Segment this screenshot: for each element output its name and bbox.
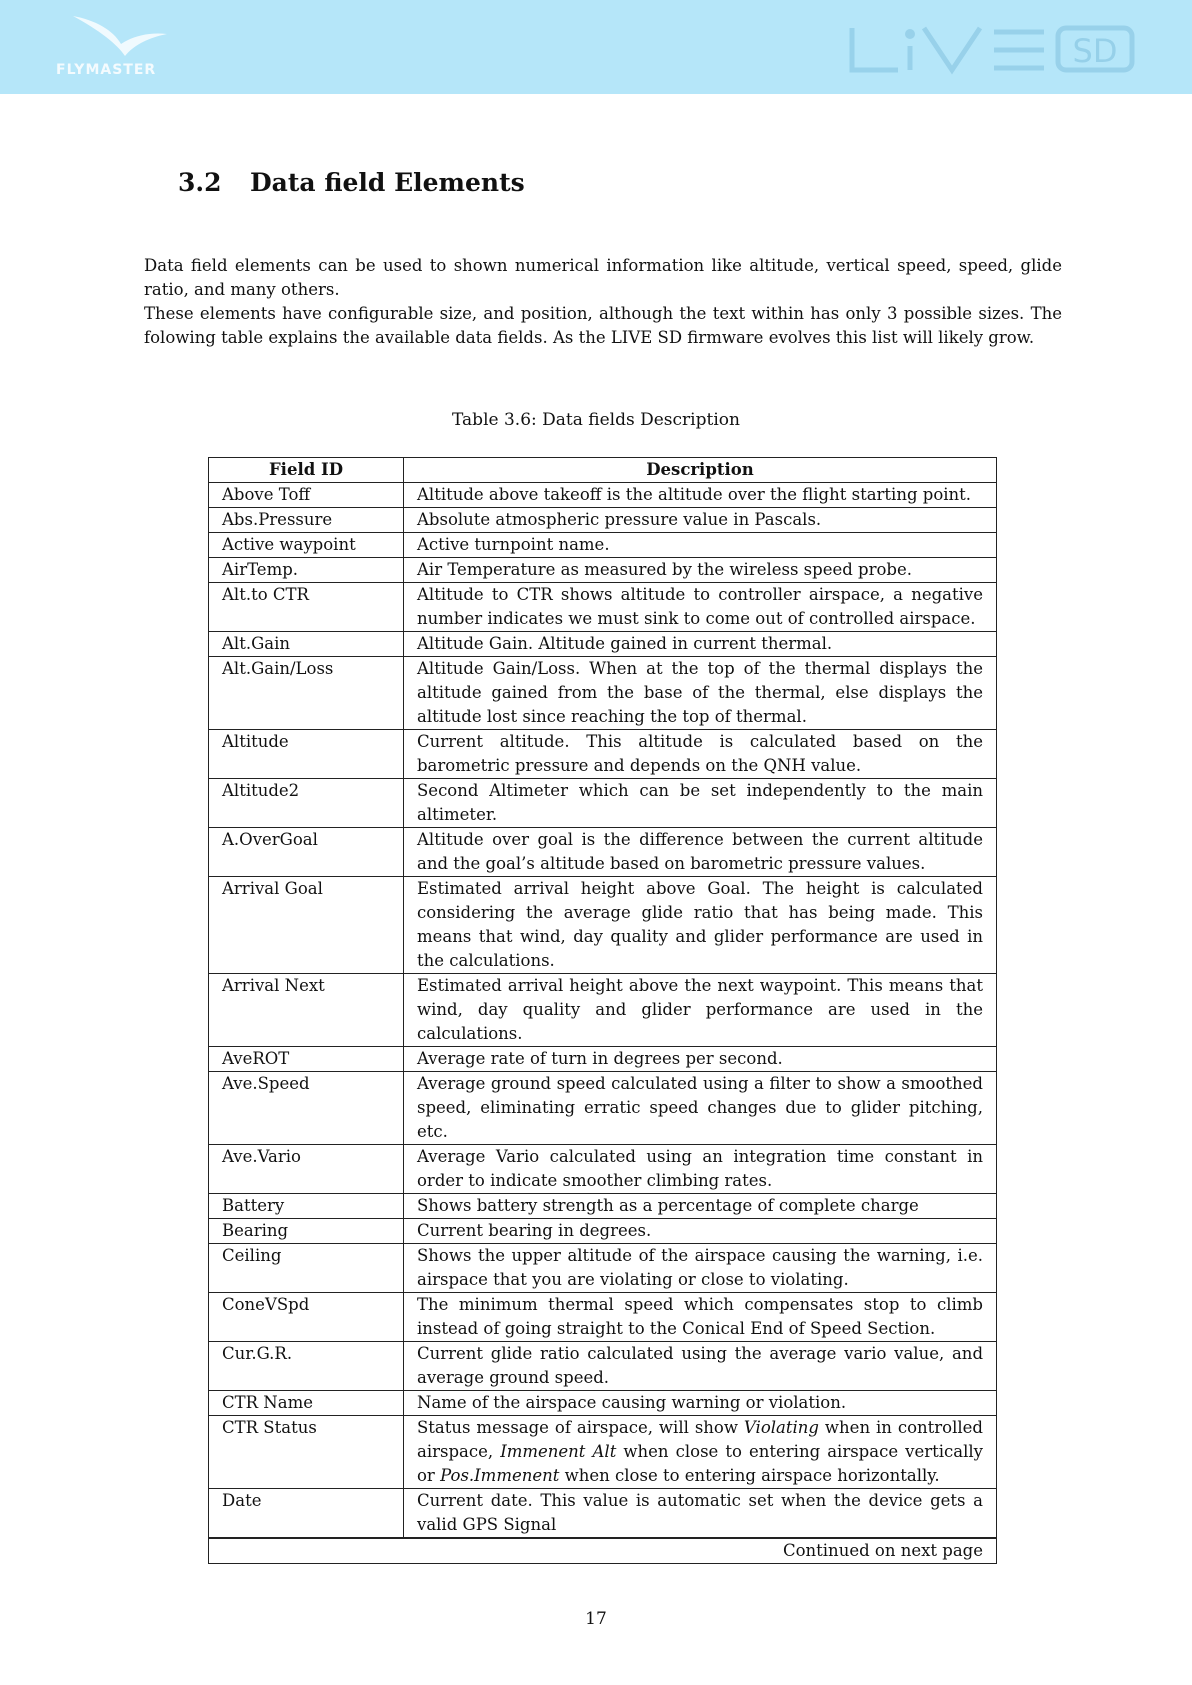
field-id: AirTemp. (209, 558, 404, 583)
field-id: CTR Status (209, 1416, 404, 1489)
table-row (209, 483, 997, 508)
field-description: Altitude to CTR shows altitude to controller airspace, a negative number indicates we must sink to come out of controlled airspace. (404, 583, 997, 632)
desc-text: when close to entering airspace vertically or (417, 1442, 983, 1485)
field-id: Altitude (209, 730, 404, 779)
field-id: Above Toff (209, 483, 404, 508)
table-row (209, 877, 997, 974)
table-row (209, 558, 997, 583)
desc-text: when in controlled airspace, (417, 1418, 983, 1461)
column-header-field-id: Field ID (209, 458, 404, 483)
table-row (209, 1391, 997, 1416)
field-description: Average rate of turn in degrees per second. (404, 1047, 997, 1072)
field-id: Ceiling (209, 1244, 404, 1293)
field-description: Estimated arrival height above the next waypoint. This means that wind, day quality and glider performance are used in the calculations. (404, 974, 997, 1047)
field-description: Name of the airspace causing warning or violation. (404, 1391, 997, 1416)
field-id: Battery (209, 1194, 404, 1219)
field-id: Alt.Gain/Loss (209, 657, 404, 730)
table-row (209, 1145, 997, 1194)
desc-emphasis: Immenent Alt (500, 1442, 617, 1461)
field-description (404, 1416, 997, 1489)
desc-text: when close to entering airspace horizontally. (559, 1466, 940, 1485)
field-id: Arrival Next (209, 974, 404, 1047)
intro-paragraph: Data field elements can be used to shown numerical information like altitude, vertical speed, speed, glide ratio, and many others. (144, 256, 1062, 299)
field-description: Average Vario calculated using an integration time constant in order to indicate smoother climbing rates. (404, 1145, 997, 1194)
field-description: Altitude Gain. Altitude gained in current thermal. (404, 632, 997, 657)
field-id: Cur.G.R. (209, 1342, 404, 1391)
table-continued-row (209, 1538, 997, 1564)
field-id: Active waypoint (209, 533, 404, 558)
table-row (209, 1244, 997, 1293)
table-row (209, 779, 997, 828)
intro-text (144, 254, 1062, 350)
table-row (209, 508, 997, 533)
table-row (209, 1072, 997, 1145)
table-row (209, 533, 997, 558)
brand-name: FLYMASTER (56, 62, 157, 78)
field-id: A.OverGoal (209, 828, 404, 877)
table-row (209, 583, 997, 632)
table-row (209, 730, 997, 779)
field-id: Alt.Gain (209, 632, 404, 657)
field-description: Altitude Gain/Loss. When at the top of the thermal displays the altitude gained from the base of the thermal, else displays the altitude lost since reaching the top of thermal. (404, 657, 997, 730)
field-id: Ave.Speed (209, 1072, 404, 1145)
live-sd-logo-icon (848, 24, 1136, 76)
field-description: Air Temperature as measured by the wireless speed probe. (404, 558, 997, 583)
table-row (209, 828, 997, 877)
intro-paragraph: These elements have configurable size, and position, although the text within has only 3 possible sizes. The folowing table explains the available data fields. As the LIVE SD firmware evolves this list will likely grow. (144, 304, 1062, 347)
table-row (209, 1047, 997, 1072)
field-id: Date (209, 1489, 404, 1539)
field-description: Current glide ratio calculated using the average vario value, and average ground speed. (404, 1342, 997, 1391)
desc-emphasis: Violating (743, 1418, 819, 1437)
field-description: Altitude above takeoff is the altitude over the flight starting point. (404, 483, 997, 508)
field-id: Altitude2 (209, 779, 404, 828)
field-description: Current date. This value is automatic set when the device gets a valid GPS Signal (404, 1489, 997, 1539)
field-description: Active turnpoint name. (404, 533, 997, 558)
table-row (209, 974, 997, 1047)
field-id: Ave.Vario (209, 1145, 404, 1194)
continued-note: Continued on next page (209, 1538, 997, 1564)
table-row (209, 1416, 997, 1489)
section-number: 3.2 (178, 168, 222, 197)
section-title: Data field Elements (250, 168, 525, 197)
page-number: 17 (585, 1609, 607, 1629)
table-row (209, 657, 997, 730)
column-header-description: Description (404, 458, 997, 483)
desc-text: Status message of airspace, will show (417, 1418, 744, 1437)
table-row (209, 1194, 997, 1219)
field-description: Altitude over goal is the difference between the current altitude and the goal’s altitude based on barometric pressure values. (404, 828, 997, 877)
field-id: Abs.Pressure (209, 508, 404, 533)
field-description: Absolute atmospheric pressure value in Pascals. (404, 508, 997, 533)
table-row (209, 1489, 997, 1539)
field-id: Alt.to CTR (209, 583, 404, 632)
table-row (209, 1293, 997, 1342)
field-id: AveROT (209, 1047, 404, 1072)
field-description: Second Altimeter which can be set independently to the main altimeter. (404, 779, 997, 828)
field-id: CTR Name (209, 1391, 404, 1416)
field-description: Current bearing in degrees. (404, 1219, 997, 1244)
svg-text:SD: SD (1072, 32, 1118, 70)
section-heading (178, 168, 525, 197)
field-id: Arrival Goal (209, 877, 404, 974)
table-row (209, 632, 997, 657)
table-header-row (209, 458, 997, 483)
field-description: Average ground speed calculated using a filter to show a smoothed speed, eliminating erratic speed changes due to glider pitching, etc. (404, 1072, 997, 1145)
field-description: The minimum thermal speed which compensates stop to climb instead of going straight to the Conical End of Speed Section. (404, 1293, 997, 1342)
field-description: Shows the upper altitude of the airspace causing the warning, i.e. airspace that you are violating or close to violating. (404, 1244, 997, 1293)
table-caption: Table 3.6: Data fields Description (452, 410, 740, 430)
desc-emphasis: Pos.Immenent (440, 1466, 560, 1485)
field-id: ConeVSpd (209, 1293, 404, 1342)
header-band (0, 0, 1192, 94)
field-description: Current altitude. This altitude is calculated based on the barometric pressure and depends on the QNH value. (404, 730, 997, 779)
field-description: Shows battery strength as a percentage of complete charge (404, 1194, 997, 1219)
table-row (209, 1219, 997, 1244)
table-row (209, 1342, 997, 1391)
field-description: Estimated arrival height above Goal. The height is calculated considering the average glide ratio that has being made. This means that wind, day quality and glider performance are used in the calculations. (404, 877, 997, 974)
field-id: Bearing (209, 1219, 404, 1244)
data-fields-table (208, 457, 997, 1564)
